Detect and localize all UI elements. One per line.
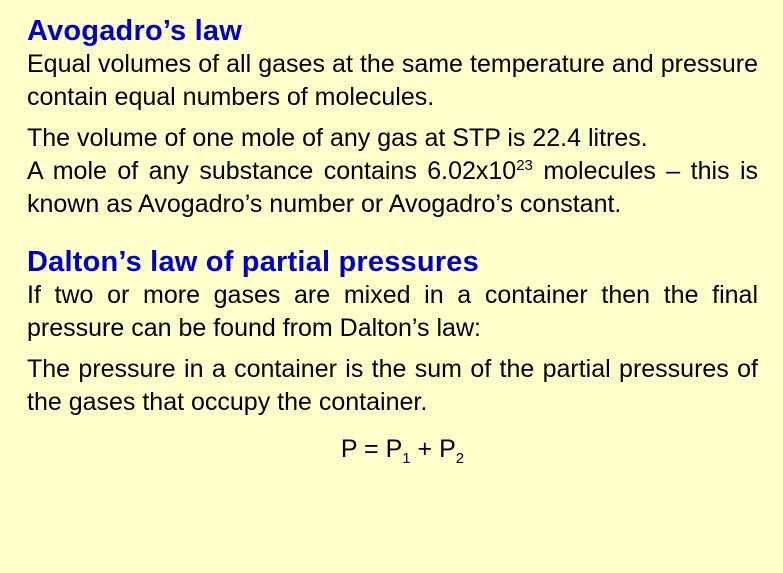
formula-plus: + P <box>410 435 456 463</box>
formula-lhs: P = P <box>340 435 403 463</box>
avogadro-number-prefix: A mole of any substance contains 6.02x10 <box>27 157 517 185</box>
formula-sub-1: 1 <box>402 450 411 467</box>
avogadro-definition: Equal volumes of all gases at the same temperature and pressure contain equal numbers of molecules. <box>27 50 758 111</box>
avogadro-number-suffix: molecules – this is known as Avogadro’s number or Avogadro’s constant. <box>27 157 759 218</box>
dalton-heading: Dalton’s law of partial pressures <box>27 246 479 278</box>
molar-volume-text: The volume of one mole of any gas at STP is 22.4 litres. <box>27 124 648 152</box>
avogadro-exponent: 23 <box>516 157 533 174</box>
avogadro-details <box>27 122 758 221</box>
formula-sub-2: 2 <box>455 450 465 467</box>
avogadro-heading: Avogadro’s law <box>27 15 242 47</box>
dalton-definition: The pressure in a container is the sum of the partial pressures of the gases that occupy the container. <box>27 355 758 416</box>
dalton-intro: If two or more gases are mixed in a container then the final pressure can be found from Dalton’s law: <box>27 281 758 342</box>
dalton-formula <box>27 433 758 469</box>
